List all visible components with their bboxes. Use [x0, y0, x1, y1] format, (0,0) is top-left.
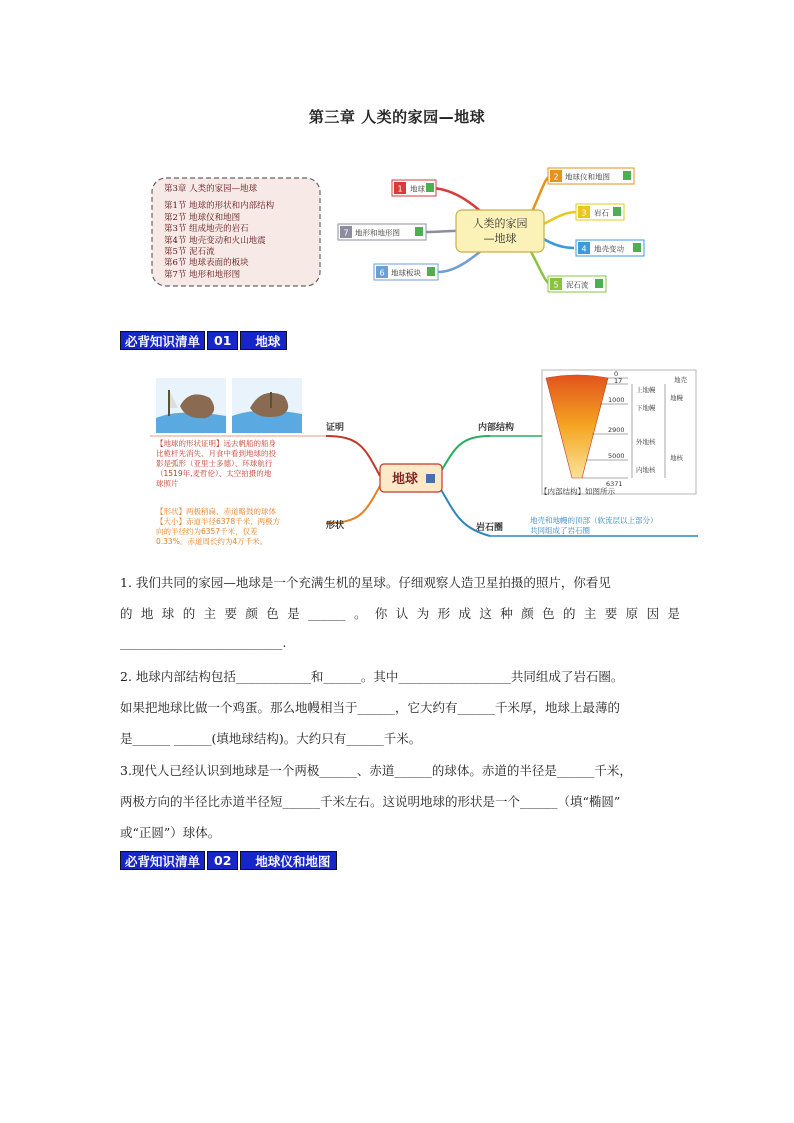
- shape-text-line: 0.33%。赤道周长约为4万千米。: [156, 537, 268, 546]
- mindmap-branch-2: [548, 168, 634, 184]
- lithosphere-text-line: 共同组成了岩石圈: [530, 526, 590, 535]
- question-1-line-2: 的地球的主要颜色是______。你认为形成这种颜色的主要原因是: [120, 606, 680, 621]
- depth-label: 0: [614, 370, 619, 378]
- mindmap-branch-5: [548, 276, 606, 292]
- shape-text-line: 【大小】赤道半径6378千米、两极方: [156, 517, 281, 526]
- question-3-line-2: 两极方向的半径比赤道半径短______千米左右。这说明地球的形状是一个______（填“椭圆”: [120, 794, 621, 809]
- svg-text:泥石流: 泥石流: [566, 280, 589, 290]
- svg-text:地球板块: 地球板块: [391, 268, 421, 278]
- outline-item: 第3节 组成地壳的岩石: [164, 224, 249, 235]
- depth-label: 1000: [608, 396, 625, 404]
- layer-label: 内地核: [636, 466, 656, 474]
- ship-illustration-2: [232, 378, 302, 433]
- question-3-line-3: 或“正圆”）球体。: [120, 825, 221, 840]
- earth-mindmap: [150, 368, 700, 548]
- chapter-mindmap: [330, 160, 650, 300]
- section-name: 地球: [240, 331, 287, 350]
- shape-text-line: 【形状】两极稍扁、赤道略鼓的球体: [156, 507, 276, 516]
- mindmap-center-line1: 人类的家园: [472, 217, 528, 230]
- svg-text:地形和地形图: 地形和地形图: [355, 228, 400, 238]
- section-header-01: [120, 331, 287, 350]
- mindmap-branch-7: [338, 224, 426, 240]
- section-header-02: [120, 851, 337, 870]
- svg-text:1: 1: [397, 184, 403, 194]
- chapter-outline: [150, 176, 322, 288]
- group-label: 地壳: [674, 376, 687, 384]
- section-tag: 必背知识清单: [120, 851, 205, 870]
- outline-item: 第5节 泥石流: [164, 247, 215, 258]
- outline-heading: 第3章 人类的家园—地球: [164, 184, 258, 194]
- layer-label: 外地核: [636, 438, 656, 446]
- proof-text-line: （1519年,麦哲伦）、太空拍摄的地: [156, 469, 272, 478]
- svg-text:地壳变动: 地壳变动: [594, 244, 624, 254]
- structure-caption: 【内部结构】如图所示: [540, 487, 615, 496]
- mindmap-branch-1: [392, 180, 436, 196]
- section-name: 地球仪和地图: [240, 851, 337, 870]
- question-2-line-3: 是______ ______(填地球结构)。大约只有______千米。: [120, 731, 422, 746]
- group-label: 地幔: [670, 394, 683, 402]
- svg-text:6: 6: [379, 268, 385, 278]
- question-1-line-3: __________________________.: [120, 635, 287, 650]
- depth-label: 5000: [608, 452, 625, 460]
- svg-text:岩石: 岩石: [594, 208, 609, 218]
- svg-text:2: 2: [553, 172, 559, 182]
- proof-text-line: 球照片: [156, 479, 179, 488]
- question-1-line-1: 1. 我们共同的家园—地球是一个充满生机的星球。仔细观察人造卫星拍摄的照片，你看见: [120, 575, 611, 590]
- svg-text:地球仪和地图: 地球仪和地图: [565, 172, 610, 182]
- lithosphere-label: 岩石圈: [476, 523, 504, 533]
- svg-text:5: 5: [553, 280, 559, 290]
- question-3-line-1: 3.现代人已经认识到地球是一个两极______、赤道______的球体。赤道的半径是______千米，: [120, 763, 632, 778]
- question-2-line-2: 如果把地球比做一个鸡蛋。那么地幔相当于______，它大约有______千米厚，地球上最薄的: [120, 700, 621, 715]
- depth-label: 6371: [606, 480, 623, 488]
- outline-item: 第2节 地球仪和地图: [164, 212, 241, 223]
- structure-label: 内部结构: [478, 423, 515, 433]
- lithosphere-text-line: 地壳和地幔的顶部（软流层以上部分）: [530, 516, 658, 525]
- outline-item: 第1节 地球的形状和内部结构: [164, 201, 275, 212]
- section-number: 02: [207, 851, 238, 870]
- depth-label: 2900: [608, 426, 625, 434]
- mindmap-branch-4: [576, 240, 644, 256]
- layer-label: 上地幔: [636, 386, 656, 394]
- mindmap-branch-3: [576, 204, 624, 220]
- section-number: 01: [207, 331, 238, 350]
- ship-illustration: [156, 378, 226, 433]
- depth-label: 17: [614, 377, 623, 385]
- mindmap-center-line2: —地球: [483, 232, 517, 245]
- proof-text-line: 比桅杆先消失、月食中看到地球的投: [156, 449, 276, 458]
- svg-text:4: 4: [581, 244, 587, 254]
- shape-text-line: 向的半径约为6357千米，仅差: [156, 527, 258, 536]
- layer-label: 下地幔: [636, 404, 656, 412]
- proof-text-line: 影是弧形（亚里士多德）、环球航行: [156, 459, 273, 468]
- question-2-line-1: 2. 地球内部结构包括____________和______。其中__________________共同组成了岩石圈。: [120, 669, 624, 684]
- shape-label: 形状: [326, 521, 345, 531]
- section-tag: 必背知识清单: [120, 331, 205, 350]
- outline-item: 第6节 地球表面的板块: [164, 258, 249, 269]
- proof-text-line: 【地球的形状证明】远去帆船的船身: [156, 439, 276, 448]
- earth-structure-diagram: [542, 370, 696, 494]
- svg-text:地球: 地球: [410, 184, 425, 194]
- group-label: 地核: [670, 454, 683, 462]
- outline-item: 第4节 地壳变动和火山地震: [164, 235, 266, 246]
- mindmap-branch-6: [374, 264, 438, 280]
- svg-text:3: 3: [581, 208, 587, 218]
- svg-text:7: 7: [343, 228, 349, 238]
- earth-center-label: 地球: [391, 472, 419, 487]
- outline-item: 第7节 地形和地形图: [164, 269, 241, 280]
- proof-label: 证明: [326, 423, 345, 433]
- page-title: 第三章 人类的家园—地球: [308, 108, 486, 126]
